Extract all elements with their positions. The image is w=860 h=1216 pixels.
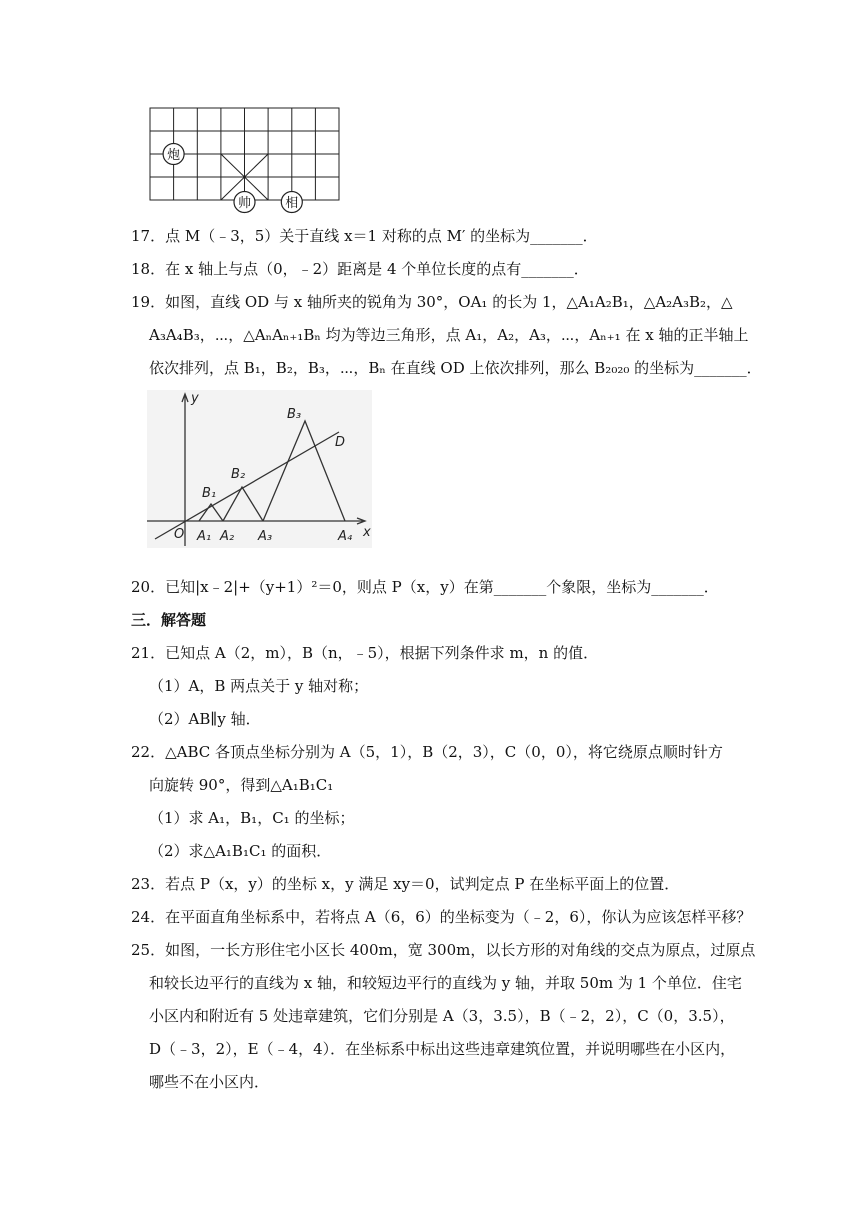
line-d-label: D bbox=[335, 435, 346, 450]
question-25-line3: 小区内和附近有 5 处违章建筑，它们分别是 A（3，3.5），B（﹣2，2），C（0，3.5）， bbox=[149, 1007, 735, 1025]
question-25-line4: D（﹣3，2），E（﹣4，4）．在坐标系中标出这些违章建筑位置，并说明哪些在小区内， bbox=[149, 1040, 736, 1058]
question-21: 21．已知点 A（2，m），B（n，﹣5），根据下列条件求 m，n 的值． bbox=[131, 644, 599, 662]
label-a2: A₂ bbox=[220, 529, 235, 544]
label-b3: B₃ bbox=[287, 407, 302, 422]
question-25-line5: 哪些不在小区内． bbox=[149, 1073, 270, 1091]
question-19-line1: 19．如图，直线 OD 与 x 轴所夹的锐角为 30°，OA₁ 的长为 1，△A₁A₂B₁，△A₂A₃B₂，△ bbox=[131, 293, 733, 311]
section-heading: 三．解答题 bbox=[131, 611, 207, 629]
question-17: 17．点 M（﹣3，5）关于直线 x＝1 对称的点 M′ 的坐标为_______． bbox=[131, 227, 598, 245]
question-25-line1: 25．如图，一长方形住宅小区长 400m，宽 300m，以长方形的对角线的交点为原点，过原点 bbox=[131, 941, 756, 959]
label-a4: A₄ bbox=[338, 529, 353, 544]
piece-xiang bbox=[281, 192, 302, 213]
piece-pao bbox=[163, 144, 184, 165]
chess-board-figure bbox=[147, 105, 343, 217]
y-axis-label: y bbox=[191, 391, 199, 406]
origin-label: O bbox=[174, 527, 185, 542]
label-a3: A₃ bbox=[258, 529, 273, 544]
label-b2: B₂ bbox=[231, 467, 246, 482]
label-b1: B₁ bbox=[202, 486, 217, 501]
x-axis-label: x bbox=[363, 525, 371, 540]
question-18: 18．在 x 轴上与点（0，﹣2）距离是 4 个单位长度的点有_______． bbox=[131, 260, 589, 278]
question-22-line1: 22．△ABC 各顶点坐标分别为 A（5，1），B（2，3），C（0，0），将它绕原点顺时针方 bbox=[131, 743, 723, 761]
question-21-part2: （2）AB∥y 轴． bbox=[149, 710, 261, 728]
question-21-part1: （1）A，B 两点关于 y 轴对称； bbox=[149, 677, 369, 695]
question-19-line3: 依次排列，点 B₁，B₂，B₃，⋯，Bₙ 在直线 OD 上依次排列，那么 B₂₀₂₀ 的坐标为_______． bbox=[149, 359, 762, 377]
piece-shuai bbox=[234, 192, 255, 213]
question-24: 24．在平面直角坐标系中，若将点 A（6，6）的坐标变为（﹣2，6），你认为应该怎样平移？ bbox=[131, 908, 752, 926]
label-a1: A₁ bbox=[197, 529, 212, 544]
equilateral-triangles-figure bbox=[147, 390, 372, 548]
svg-text:相: 相 bbox=[285, 196, 299, 211]
question-22-line2: 向旋转 90°，得到△A₁B₁C₁ bbox=[149, 776, 334, 794]
svg-text:炮: 炮 bbox=[167, 148, 181, 163]
question-25-line2: 和较长边平行的直线为 x 轴，和较短边平行的直线为 y 轴，并取 50m 为 1 个单位．住宅 bbox=[149, 974, 742, 992]
question-23: 23．若点 P（x，y）的坐标 x，y 满足 xy＝0，试判定点 P 在坐标平面上的位置． bbox=[131, 875, 680, 893]
question-22-part2: （2）求△A₁B₁C₁ 的面积． bbox=[149, 842, 332, 860]
question-22-part1: （1）求 A₁，B₁，C₁ 的坐标； bbox=[149, 809, 355, 827]
question-19-line2: A₃A₄B₃，⋯，△AₙAₙ₊₁Bₙ 均为等边三角形，点 A₁，A₂，A₃，⋯，Aₙ₊₁ 在 x 轴的正半轴上 bbox=[149, 326, 749, 344]
svg-text:帅: 帅 bbox=[237, 196, 252, 211]
question-20: 20．已知|x﹣2|+（y+1）²＝0，则点 P（x，y）在第_______个象限，坐标为_______． bbox=[131, 578, 719, 596]
